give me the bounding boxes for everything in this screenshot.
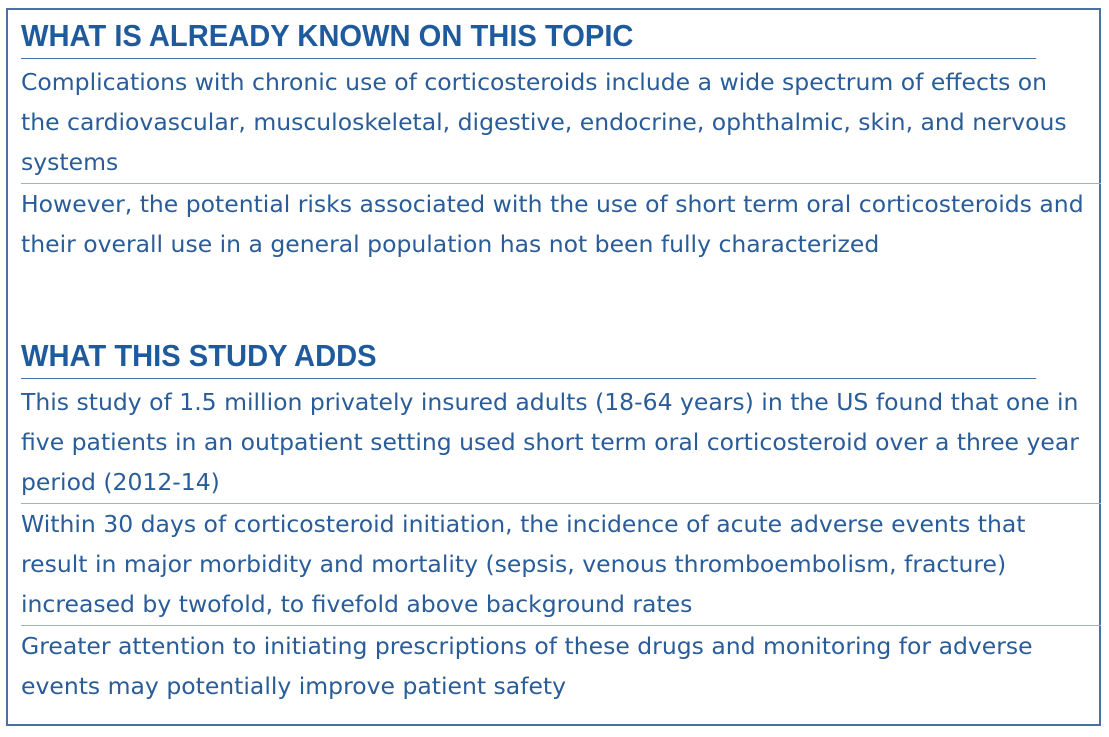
known-heading: WHAT IS ALREADY KNOWN ON THIS TOPIC bbox=[21, 18, 1036, 59]
adds-point-1: This study of 1.5 million privately insured adults (18-64 years) in the US found that one in five patients in an outpatient setting used short term oral corticosteroid over a three year period (2012-14) bbox=[21, 382, 1101, 504]
adds-section bbox=[21, 338, 1089, 707]
known-point-1: Complications with chronic use of corticosteroids include a wide spectrum of effects on the cardiovascular, musculoskeletal, digestive, endocrine, ophthalmic, skin, and nervous systems bbox=[21, 62, 1101, 184]
adds-list bbox=[21, 382, 1089, 707]
summary-box bbox=[6, 8, 1101, 726]
adds-point-3: Greater attention to initiating prescriptions of these drugs and monitoring for adverse events may potentially improve patient safety bbox=[21, 632, 1033, 700]
known-point-2: However, the potential risks associated with the use of short term oral corticosteroids and their overall use in a general population has not been fully characterized bbox=[21, 190, 1084, 258]
known-section bbox=[21, 18, 1089, 265]
adds-point-2: Within 30 days of corticosteroid initiation, the incidence of acute adverse events that result in major morbidity and mortality (sepsis, venous thromboembolism, fracture) increased by twofold, to fivefold above background rates bbox=[21, 504, 1101, 626]
known-list bbox=[21, 62, 1089, 265]
adds-heading: WHAT THIS STUDY ADDS bbox=[21, 338, 1036, 379]
